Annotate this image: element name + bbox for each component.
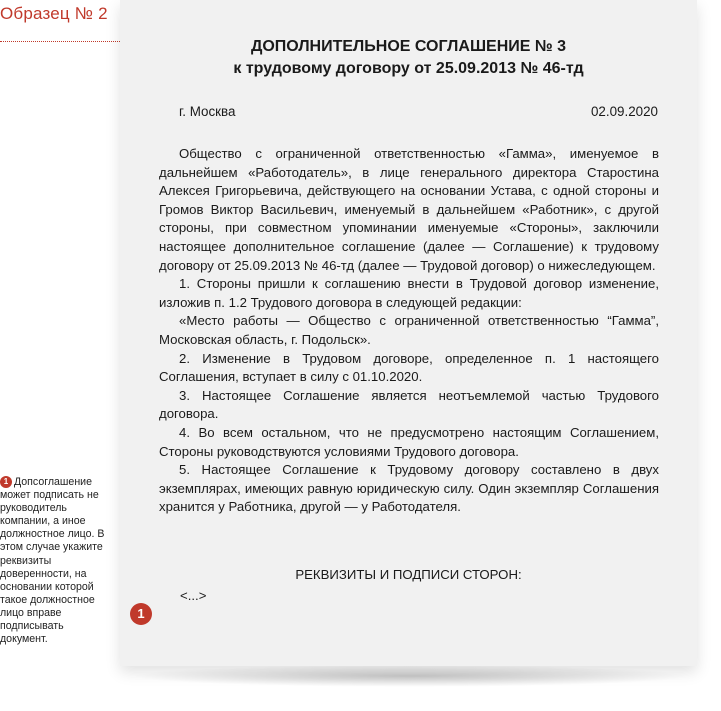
paragraph-4: 4. Во всем остальном, что не предусмотрено настоящим Соглашением, Стороны руководствуются условиями Трудового договора. <box>159 424 659 459</box>
paragraph-quote: «Место работы — Общество с ограниченной ответственностью “Гамма”, Московская область, г. Подольск». <box>159 313 659 347</box>
paragraph-1: 1. Стороны пришли к соглашению внести в Трудовой договор изменение, изложив п. 1.2 Трудового договора в следующей редакции: <box>159 276 659 310</box>
side-note <box>0 476 112 646</box>
note-text: Допсоглашение может подписать не руководитель компании, а иное должностное лицо. В этом случае укажите реквизиты доверенности, на основании которой такое должностное лицо вправе подписывать документ. <box>0 476 105 646</box>
paragraph-preamble: Общество с ограниченной ответственностью «Гамма», именуемое в дальнейшем «Работодатель», в лице генерального директора Старостина Алексея Григорьевича, действующего на основании Устава, с одной стороны и Громов Виктор Васильевич, именуемый в дальнейшем «Работник», с другой стороны, при совместном упоминании именуемые «Стороны», заключили настоящее дополнительное соглашение (далее — Соглашение) к трудовому договору от 25.09.2013 № 46-тд (далее — Трудовой договор) о нижеследующем. <box>159 146 659 273</box>
document-date: 02.09.2020 <box>590 104 658 119</box>
omitted-content: <...> <box>180 588 207 603</box>
sample-label: Образец № 2 <box>0 4 108 23</box>
paragraph-5: 5. Настоящее Соглашение к Трудовому договору составлено в двух экземплярах, имеющих равную юридическую силу. Один экземпляр Соглашения хранится у Работника, другой — у Работодателя. <box>159 462 659 515</box>
document-body <box>159 145 659 517</box>
footnote-marker: 1 <box>130 603 152 625</box>
document-title <box>120 36 697 80</box>
paragraph-3: 3. Настоящее Соглашение является неотъемлемой частью Трудового договора. <box>159 387 659 422</box>
note-badge: 1 <box>0 476 12 488</box>
dotted-divider <box>0 41 120 42</box>
sheet-shadow <box>130 665 690 687</box>
document-sheet <box>120 0 697 666</box>
document-place: г. Москва <box>179 104 236 119</box>
title-line-1: ДОПОЛНИТЕЛЬНОЕ СОГЛАШЕНИЕ № 3 <box>250 38 567 55</box>
paragraph-2: 2. Изменение в Трудовом договоре, определенное п. 1 настоящего Соглашения, вступает в силу с 01.10.2020. <box>159 350 659 385</box>
title-line-2: к трудовому договору от 25.09.2013 № 46-тд <box>233 60 584 77</box>
requisites-heading: РЕКВИЗИТЫ И ПОДПИСИ СТОРОН: <box>295 567 522 582</box>
